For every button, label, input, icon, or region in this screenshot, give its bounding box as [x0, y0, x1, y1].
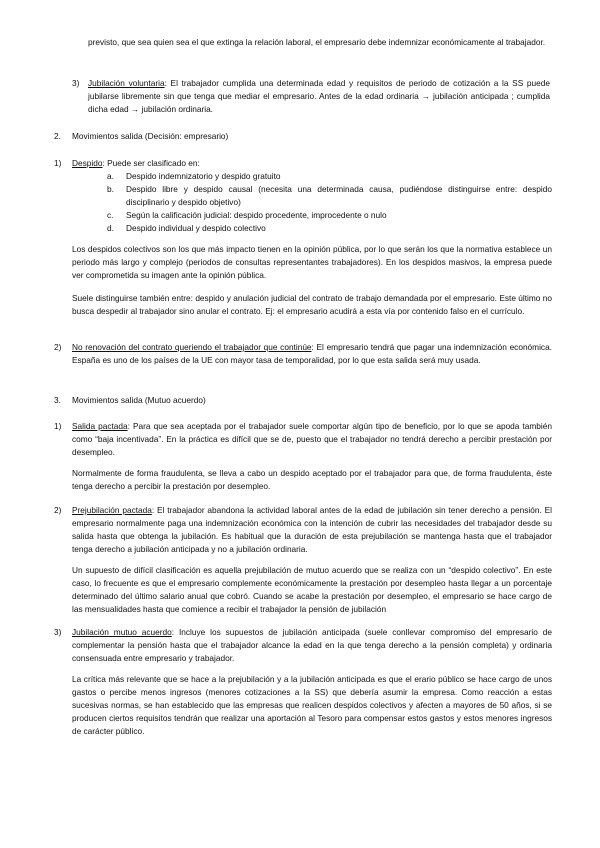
despido-intro	[72, 157, 552, 170]
no-renovacion-title: No renovación del contrato queriendo el trabajador que continúe	[72, 342, 312, 352]
item-number: 1)	[54, 158, 62, 168]
prejubilacion-title: Prejubilación pactada	[72, 505, 152, 515]
item-number: 3)	[72, 78, 80, 88]
section-heading: Movimientos salida (Mutuo acuerdo)	[72, 395, 206, 405]
no-renovacion-paragraph	[72, 341, 552, 367]
salida-pactada-paragraph	[72, 420, 552, 459]
jubilacion-mutuo-paragraph	[72, 626, 552, 665]
list-item: Despido indemnizatorio y despido gratuito	[126, 171, 281, 181]
despido-paragraph-2: Suele distinguirse también entre: despido y anulación judicial del contrato de trabajo demandada por el empresario. Este último no busca despedir al trabajador sino anular el contrato. Ej: el empresario acudirá a esta vía por contenido falso en el currículo.	[72, 293, 552, 316]
jubilacion-voluntaria-paragraph	[88, 77, 550, 116]
jubilacion-mutuo-text: : Incluye los supuestos de jubilación anticipada (suele conllevar compromiso del empresario de complementar la pensión hasta que el trabajador alcance la edad en la que tenga derecho a la pensión completa) y ordinaria consensuada entre empresario y trabajador.	[72, 627, 552, 663]
list-item: Despido libre y despido causal (necesita una determinada causa, pudiéndose distinguirse entre: despido disciplinario y despido objetivo)	[126, 184, 552, 207]
prejubilacion-note: Un supuesto de difícil clasificación es aquella prejubilación de mutuo acuerdo que se realiza con un “despido colectivo”. En este caso, lo frecuente es que el empresario complemente económicamente la prestación por desempleo hasta llegar a un porcentaje determinado del último salario anual que cobró. Cuando se acabe la prestación por desempleo, el empresario se hace cargo de las mensualidades hasta que comience a recibir el trabajador la pensión de jubilación	[72, 565, 552, 614]
list-item: Según la calificación judicial: despido procedente, improcedente o nulo	[126, 210, 387, 220]
list-letter: c.	[107, 210, 114, 220]
list-letter: b.	[107, 184, 114, 194]
salida-pactada-note: Normalmente de forma fraudulenta, se lleva a cabo un despido aceptado por el trabajador para que, de forma fraudulenta, éste tenga derecho a percibir la prestación por desempleo.	[72, 468, 552, 491]
salida-pactada-title: Salida pactada	[72, 421, 128, 431]
prejubilacion-text: : El trabajador abandona la actividad laboral antes de la edad de jubilación sin tener derecho a pensión. El empresario normalmente paga una indemnización económica con la intención de cubrir las necesidades del trabajador desde su salida hasta que obtenga la jubilación. Es habitual que la duración de esta prejubilación se mantenga hasta que el trabajador tenga derecho a jubilación anticipada y no a jubilación ordinaria.	[72, 505, 553, 554]
jubilacion-mutuo-note: La crítica más relevante que se hace a la prejubilación y a la jubilación anticipada es que el erario público se hace cargo de unos gastos o percibe menos ingresos (menores cotizaciones a la SS) que debería asumir la empresa. Como reacción a estas sucesivas normas, se han establecido que las empresas que realicen despidos colectivos y afecten a mayores de 50 años, si se producen ciertos requisitos tendrán que realizar una aportación al Tesoro para compensar estos gastos y estos menores ingresos de carácter público.	[72, 674, 552, 736]
despido-paragraph-1: Los despidos colectivos son los que más impacto tienen en la opinión pública, por lo que serán los que la normativa establece un periodo más largo y complejo (periodos de consultas representantes trabajadores). En los despidos masivos, la empresa puede ver comprometida su imagen ante la opinión pública.	[72, 244, 552, 280]
item-number: 2)	[54, 505, 62, 515]
despido-title: Despido	[72, 158, 103, 168]
section-number: 3.	[54, 395, 61, 405]
item-number: 3)	[54, 627, 62, 637]
prejubilacion-paragraph	[72, 504, 552, 556]
item-number: 1)	[54, 421, 62, 431]
section-number: 2.	[54, 131, 61, 141]
intro-continuation: previsto, que sea quien sea el que extinga la relación laboral, el empresario debe indemnizar económicamente al trabajador.	[88, 37, 546, 47]
jubilacion-voluntaria-text: : El trabajador cumplida una determinada edad y requisitos de periodo de cotización a la SS puede jubilarse libremente sin que tenga que mediar el empresario. Antes de la edad ordinaria → jubilación anticipada ; cumplida dicha edad → jubilación ordinaria.	[88, 78, 550, 114]
salida-pactada-text: : Para que sea aceptada por el trabajador suele comportar algún tipo de beneficio, por lo que se apoda también como “baja incentivada”. En la práctica es difícil que se de, puesto que el trabajador no tendrá derecho a percibir prestación por desempleo.	[72, 421, 552, 457]
list-item: Despido individual y despido colectivo	[126, 223, 266, 233]
section-heading: Movimientos salida (Decisión: empresario)	[72, 131, 229, 141]
no-renovacion-text: : El empresario tendrá que pagar una indemnización económica. España es uno de los países de la UE con mayor tasa de temporalidad, por lo que esta salida será muy usada.	[72, 342, 552, 365]
jubilacion-voluntaria-title: Jubilación voluntaria	[88, 78, 165, 88]
list-letter: a.	[107, 171, 114, 181]
despido-text: : Puede ser clasificado en:	[102, 158, 200, 168]
item-number: 2)	[54, 342, 62, 352]
jubilacion-mutuo-title: Jubilación mutuo acuerdo	[72, 627, 172, 637]
list-letter: d.	[107, 223, 114, 233]
